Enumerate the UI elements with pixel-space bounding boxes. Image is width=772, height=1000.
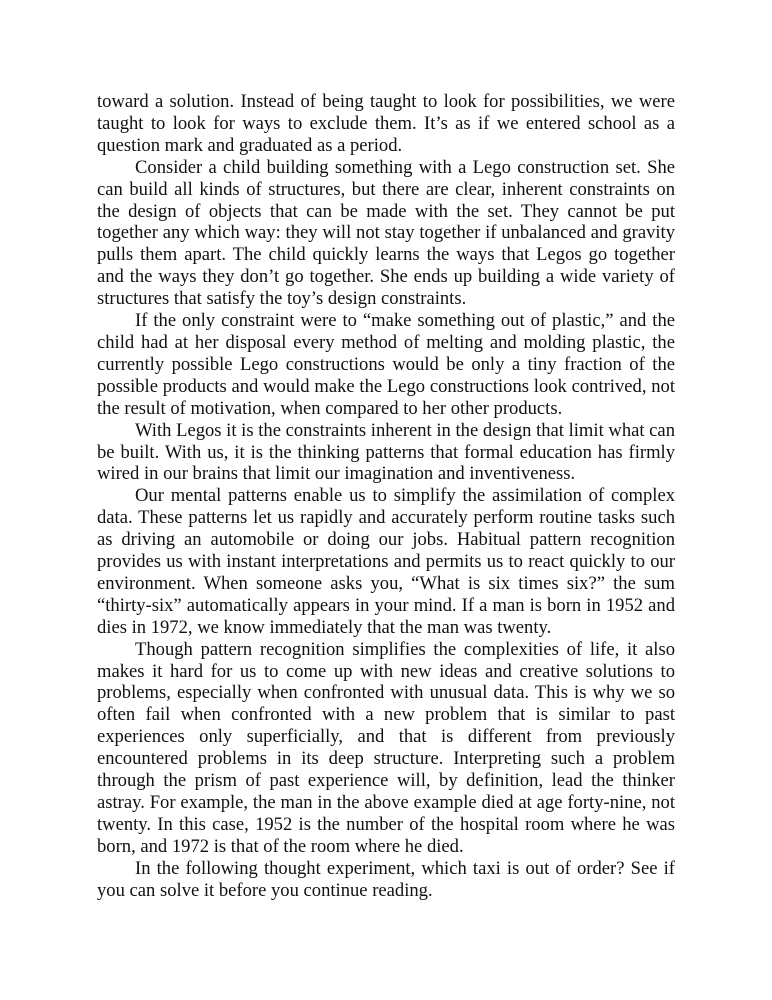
- document-page: [97, 91, 675, 902]
- paragraph-lego-construction: Consider a child building something with a Lego construction set. She can build all kinds of structures, but there are clear, inherent constraints on the design of objects that can be made with the set. They cannot be put together any which way: they will not stay together if unbalanced and gravity pulls them apart. The child quickly learns the ways that Legos go together and the ways they don’t go together. She ends up building a wide variety of structures that satisfy the toy’s design constraints.: [97, 156, 675, 310]
- paragraph-pattern-recognition: Though pattern recognition simplifies the complexities of life, it also makes it hard for us to come up with new ideas and creative solutions to problems, especially when confronted with unusual data. This is why we so often fail when confronted with a new problem that is similar to past experiences only superficially, and that is different from previously encountered problems in its deep structure. Interpreting such a problem through the prism of past experience will, by definition, lead the thinker astray. For example, the man in the above example died at age forty-nine, not twenty. In this case, 1952 is the number of the hospital room where he was born, and 1972 is that of the room where he died.: [97, 638, 675, 857]
- paragraph-mental-patterns: Our mental patterns enable us to simplify the assimilation of complex data. These patterns let us rapidly and accurately perform routine tasks such as driving an automobile or doing our jobs. Habitual pattern recognition provides us with instant interpretations and permits us to react quickly to our environment. When someone asks you, “What is six times six?” the sum “thirty-six” automatically appears in your mind. If a man is born in 1952 and dies in 1972, we know immediately that the man was twenty.: [97, 485, 675, 638]
- paragraph-plastic-constraint: If the only constraint were to “make something out of plastic,” and the child had at her disposal every method of melting and molding plastic, the currently possible Lego constructions would be only a tiny fraction of the possible products and would make the Lego constructions look contrived, not the result of motivation, when compared to her other products.: [97, 310, 675, 419]
- paragraph-continuation: toward a solution. Instead of being taught to look for possibilities, we were taught to look for ways to exclude them. It’s as if we entered school as a question mark and graduated as a period.: [97, 91, 675, 156]
- paragraph-thinking-patterns: With Legos it is the constraints inherent in the design that limit what can be built. With us, it is the thinking patterns that formal education has firmly wired in our brains that limit our imagination and inventiveness.: [97, 419, 675, 485]
- paragraph-thought-experiment: In the following thought experiment, which taxi is out of order? See if you can solve it before you continue reading.: [97, 857, 675, 901]
